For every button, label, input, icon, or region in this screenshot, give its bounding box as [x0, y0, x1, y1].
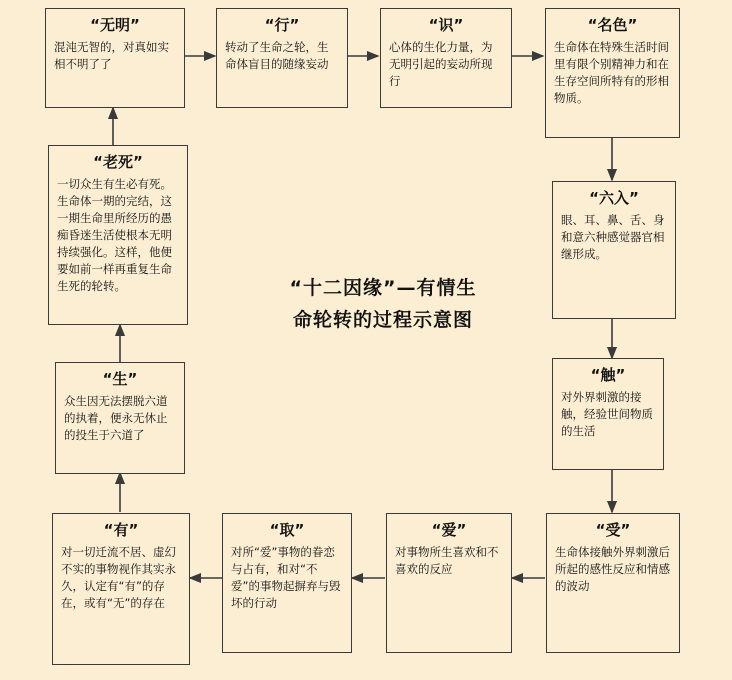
node-mingse[interactable] — [545, 8, 680, 138]
node-sheng-title: “生” — [102, 370, 138, 388]
node-shi-title: “识” — [428, 16, 464, 34]
node-chu-title: “触” — [590, 366, 626, 384]
node-qu[interactable] — [222, 513, 352, 653]
node-you-body: 对一切迁流不居、虚幻不实的事物视作其实永久，认定有“有”的存在，或有“无”的存在 — [61, 545, 176, 610]
node-chu-body: 对外界刺激的接触，经验世间物质的生活 — [561, 390, 653, 438]
node-shi[interactable] — [380, 8, 512, 108]
node-laosi[interactable] — [48, 145, 188, 325]
node-shou-title: “受” — [595, 521, 631, 539]
node-liuru-body: 眼、耳、鼻、舌、身和意六种感觉器官相继形成。 — [561, 213, 665, 261]
node-qu-body: 对所“爱”事物的眷恋与占有，和对“不爱”的事物起摒弃与毁坏的行动 — [231, 545, 341, 610]
node-sheng-body: 众生因无法摆脱六道的执着，便永无休止的投生于六道了 — [64, 394, 168, 442]
node-laosi-body: 一切众生有生必有死。生命体一期的完结，这一期生命里所经历的愚痴昏迷生活使根本无明持续强化。这样，他便要如前一样再重复生命生死的轮转。 — [57, 177, 172, 293]
node-you-title: “有” — [103, 521, 139, 539]
node-xing-body: 转动了生命之轮，生命体盲目的随缘妄动 — [225, 40, 329, 71]
node-chu[interactable] — [552, 358, 664, 470]
node-ai-body: 对事物所生喜欢和不喜欢的反应 — [395, 545, 499, 576]
diagram-title-line2: 命轮转的过程示意图 — [292, 309, 473, 331]
node-mingse-body: 生命体在特殊生活时间里有限个别精神力和在生存空间所特有的形相物质。 — [554, 40, 669, 105]
node-xing-title: “行” — [264, 16, 300, 34]
node-xing[interactable] — [216, 8, 348, 108]
node-wuming-body: 混沌无智的，对真如实相不明了了 — [54, 40, 169, 71]
node-liuru-title: “六入” — [589, 189, 639, 207]
node-mingse-title: “名色” — [587, 16, 638, 34]
node-wuming-title: “无明” — [90, 16, 140, 34]
node-laosi-title: “老死” — [93, 153, 143, 171]
diagram-title-line1: “十二因缘”—有情生 — [289, 277, 477, 299]
diagram-title — [258, 272, 508, 336]
node-shi-body: 心体的生化力量，为无明引起的妄动所现行 — [389, 40, 493, 88]
node-wuming[interactable] — [45, 8, 185, 108]
node-liuru[interactable] — [552, 181, 676, 319]
node-shou-body: 生命体接触外界刺激后所起的感性反应和情感的波动 — [555, 545, 670, 593]
node-qu-title: “取” — [269, 521, 305, 539]
node-ai-title: “爱” — [431, 521, 467, 539]
node-you[interactable] — [52, 513, 190, 665]
node-ai[interactable] — [386, 513, 512, 653]
node-sheng[interactable] — [55, 362, 185, 474]
node-shou[interactable] — [546, 513, 680, 653]
